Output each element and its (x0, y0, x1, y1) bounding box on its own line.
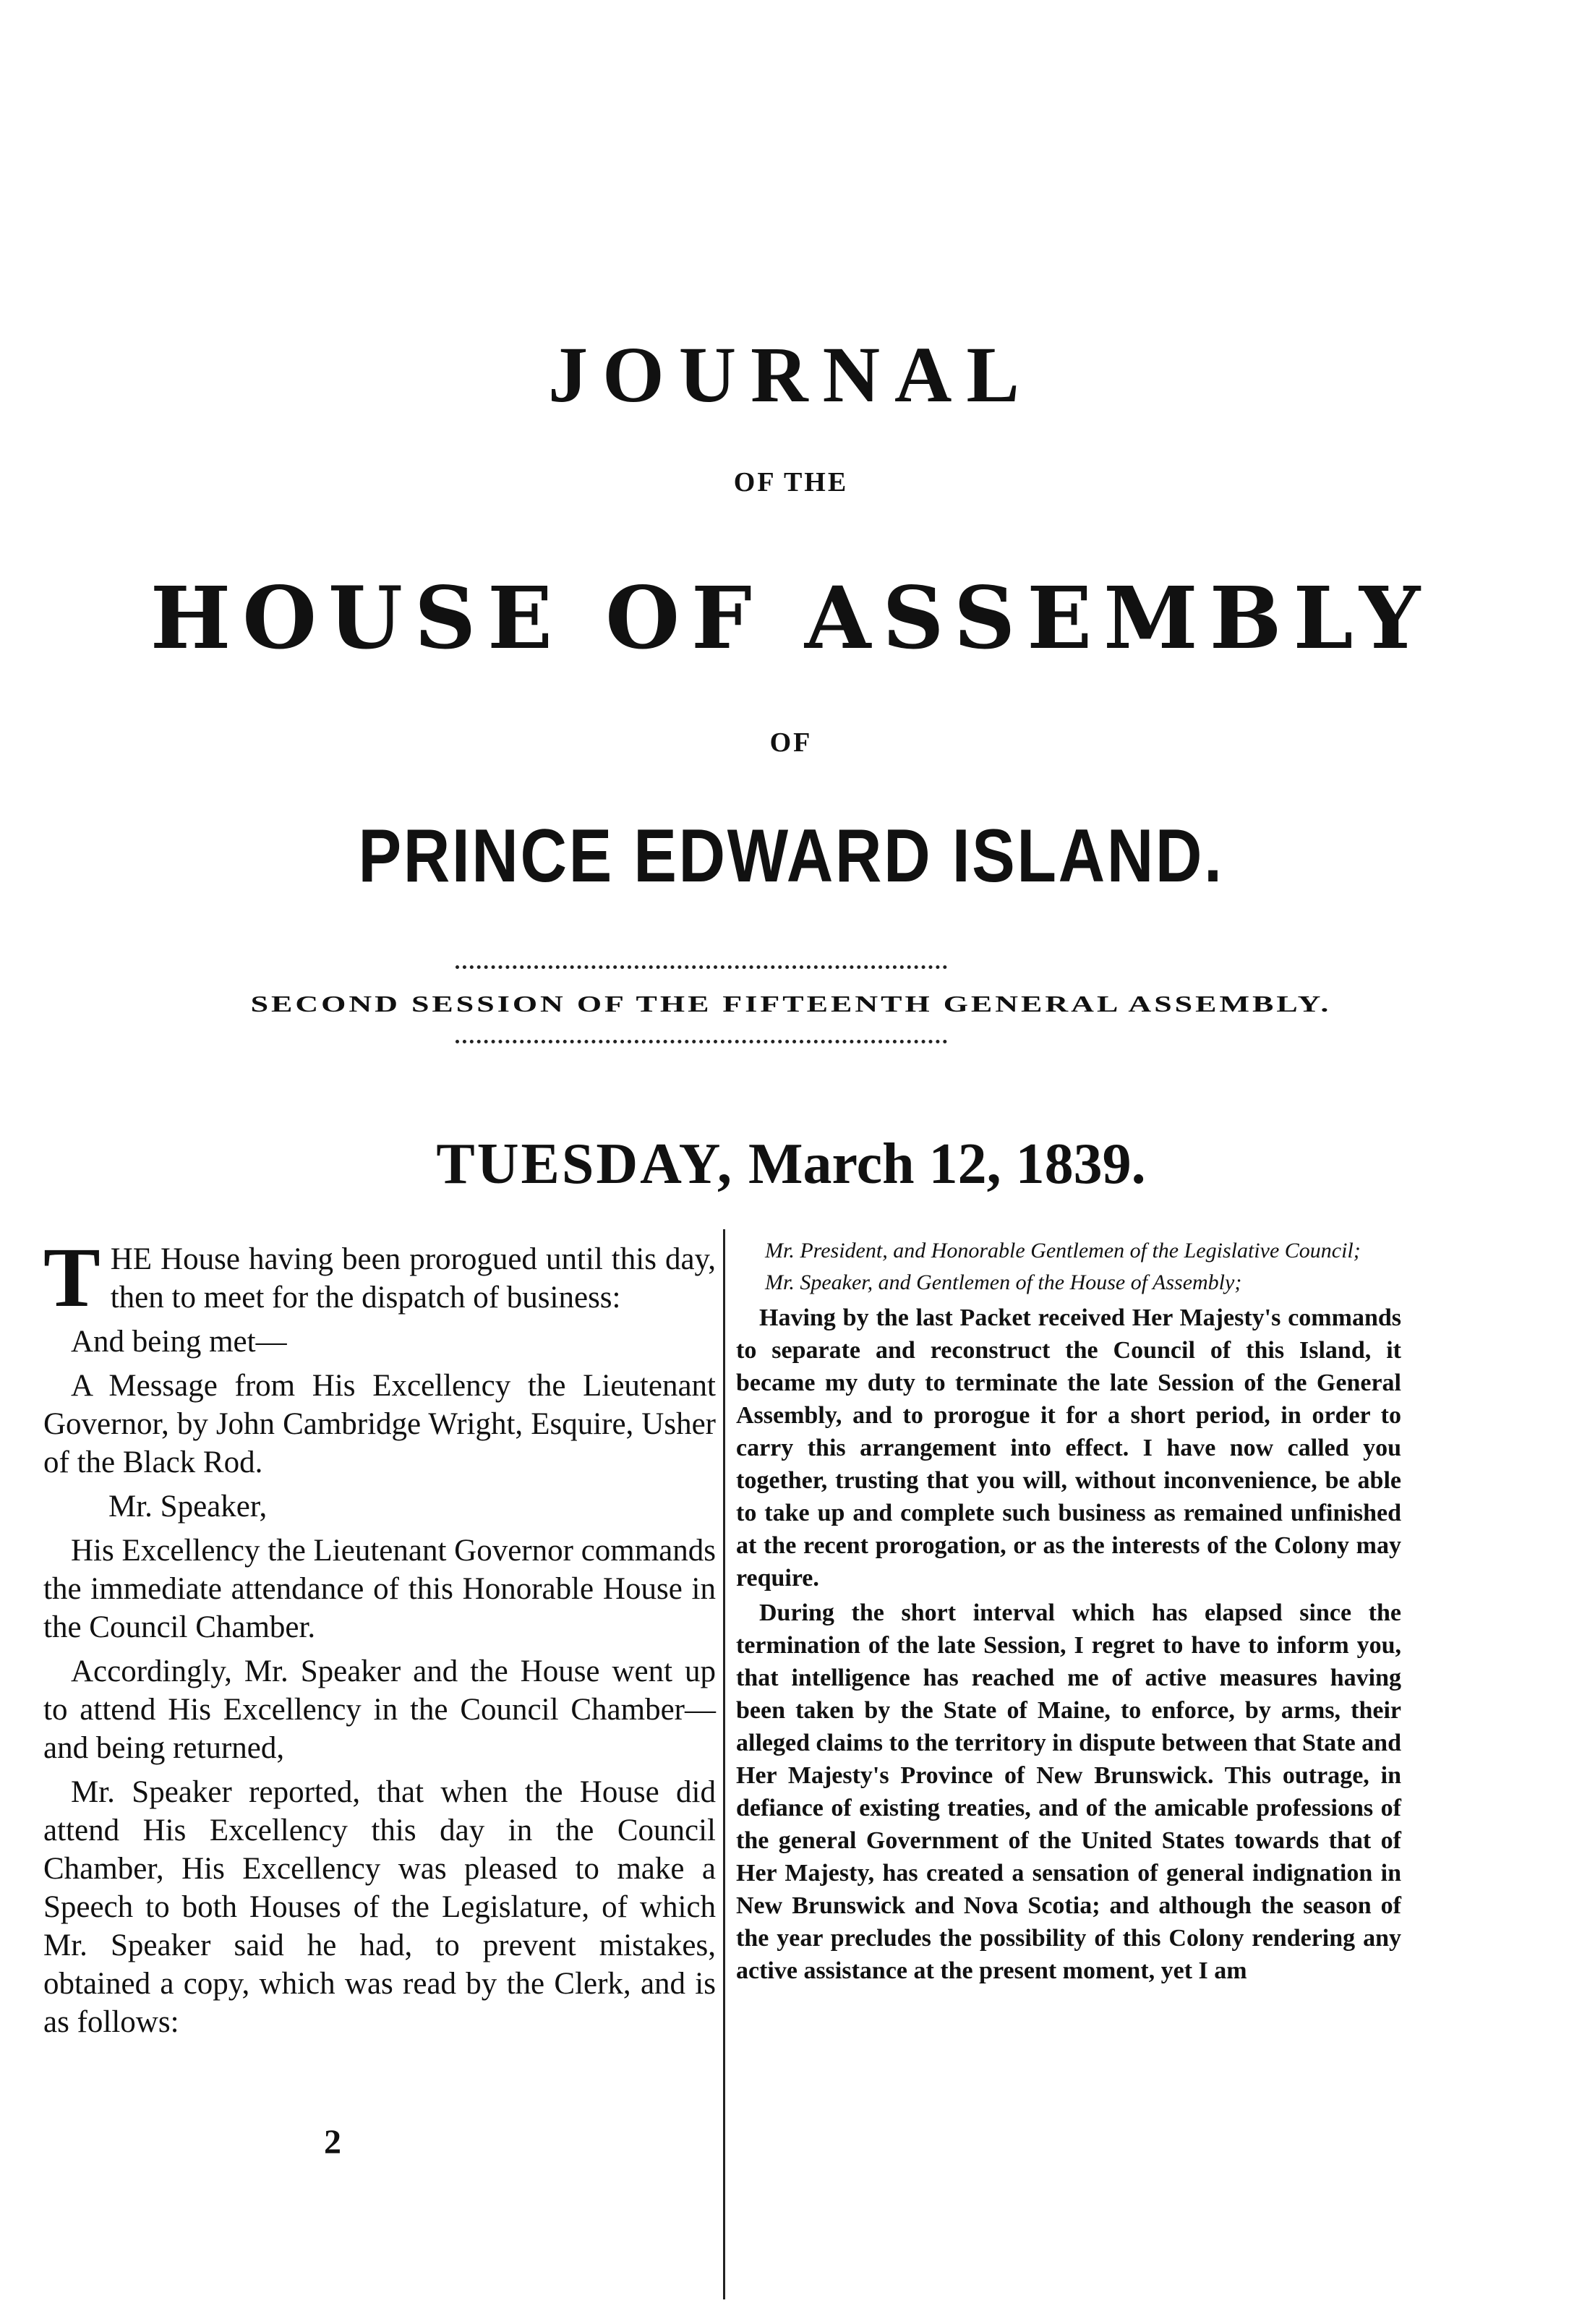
title-prince-edward-island: PRINCE EDWARD ISLAND. (358, 814, 1224, 898)
speech-paragraph-1: Having by the last Packet received Her Majesty's commands to separate and reconstruct the Council of this Island, it became my duty to terminate the late Session of the General Assembly, and to prorogue it for a short period, in order to carry this arrangement into effect. I have now called you together, trusting that you will, without inconvenience, be able to take up and complete such business as remained unfinished at the recent prorogation, or as the interests of the Colony may require. (736, 1304, 1401, 1592)
title-of-the: OF THE (733, 467, 849, 497)
date-day: TUESDAY, (436, 1132, 735, 1196)
speech-paragraph-2: During the short interval which has elapsed since the termination of the late Session, I regret to have to inform you, that intelligence has reached me of active measures having been taken by the State of Maine, to enforce, by arms, their alleged claims to the territory in dispute between that State and Her Majesty's Province of New Brunswick. This outrage, in defiance of existing treaties, and of the amicable professions of the general Government of the United States towards that of Her Majesty, has created a sensation of general indignation in New Brunswick and Nova Scotia; and although the season of the year precludes the possibility of this Colony rendering any active assistance at the present moment, yet I am (736, 1599, 1401, 1984)
column-divider (723, 1229, 725, 2299)
ornamental-rule-top (456, 965, 947, 969)
date-rest: March 12, 1839. (748, 1132, 1146, 1196)
paragraph-being-met: And being met— (71, 1325, 287, 1359)
right-column (736, 1238, 1401, 1989)
address-council: Mr. President, and Honorable Gentlemen of the Legislative Council; (765, 1239, 1361, 1263)
address-assembly: Mr. Speaker, and Gentlemen of the House of Assembly; (765, 1270, 1242, 1294)
title-of: OF (769, 727, 813, 758)
paragraph-prorogued (43, 1230, 716, 1325)
left-column (43, 1230, 716, 2047)
title-house-of-assembly: HOUSE OF ASSEMBLY (150, 568, 1432, 668)
paragraph-prorogued-text: HE House having been prorogued until this day, then to meet for the dispatch of business: (110, 1242, 716, 1315)
paragraph-speaker-reported: Mr. Speaker reported, that when the House did attend His Excellency this day in the Council Chamber, His Excellency was pleased to make a Speech to both Houses of the Legislature, of which Mr. Speaker said he had, to prevent mistakes, obtained a copy, which was read by the Clerk, and is as follows: (43, 1775, 716, 2039)
paragraph-mr-speaker: Mr. Speaker, (108, 1490, 268, 1524)
session-heading: SECOND SESSION OF THE FIFTEENTH GENERAL ASSEMBLY. (250, 991, 1332, 1017)
title-journal: JOURNAL (548, 330, 1034, 419)
paragraph-message: A Message from His Excellency the Lieutenant Governor, by John Cambridge Wright, Esquire, Usher of the Black Rod. (43, 1369, 716, 1479)
ornamental-rule-bottom (456, 1040, 947, 1043)
paragraph-commands: His Excellency the Lieutenant Governor commands the immediate attendance of this Honorable House in the Council Chamber. (43, 1534, 716, 1644)
date-heading (0, 1132, 1582, 1197)
paragraph-accordingly: Accordingly, Mr. Speaker and the House went up to attend His Excellency in the Council Chamber—and being returned, (43, 1654, 716, 1765)
drop-cap: T (43, 1230, 101, 1325)
page-number: 2 (324, 2123, 341, 2161)
